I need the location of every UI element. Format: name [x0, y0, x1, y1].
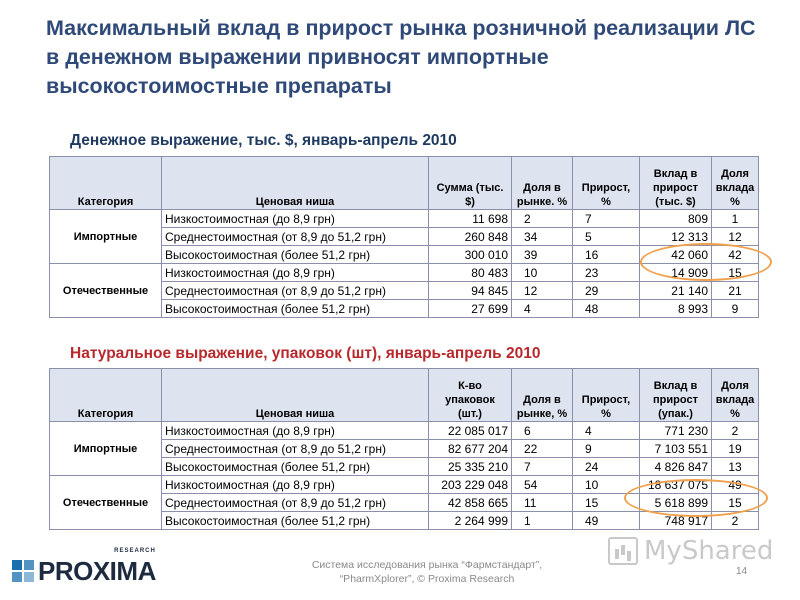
value-cell: 1 — [712, 210, 759, 228]
value-cell: 42 060 — [640, 246, 712, 264]
value-cell: 203 229 048 — [429, 476, 512, 494]
value-cell: 10 — [573, 476, 640, 494]
value-cell: 54 — [512, 476, 573, 494]
highlight-ellipse-money — [640, 243, 772, 281]
value-cell: 19 — [712, 440, 759, 458]
value-cell: 49 — [573, 512, 640, 530]
value-cell: 11 — [512, 494, 573, 512]
value-cell: 42 — [712, 246, 759, 264]
price-niche-cell: Среднестоимостная (от 8,9 до 51,2 грн) — [162, 494, 429, 512]
value-cell: 82 677 204 — [429, 440, 512, 458]
footer-credits: Система исследования рынка “Фармстандарт”, “PharmXplorer”, © Proxima Research — [311, 559, 543, 585]
value-cell: 39 — [512, 246, 573, 264]
value-cell: 18 637 075 — [640, 476, 712, 494]
value-cell: 2 — [512, 210, 573, 228]
value-cell: 25 335 210 — [429, 458, 512, 476]
value-cell: 771 230 — [640, 422, 712, 440]
category-cell: Импортные — [50, 210, 162, 264]
value-cell: 27 699 — [429, 300, 512, 318]
value-cell: 809 — [640, 210, 712, 228]
value-cell: 2 — [712, 422, 759, 440]
value-cell: 2 — [712, 512, 759, 530]
value-cell: 15 — [712, 494, 759, 512]
value-cell: 260 848 — [429, 228, 512, 246]
value-cell: 4 — [512, 300, 573, 318]
table2-caption: Натуральное выражение, упаковок (шт), январь-апрель 2010 — [70, 345, 541, 362]
proxima-logo-icon — [12, 560, 34, 582]
column-header: Вклад в прирост (тыс. $) — [640, 157, 712, 210]
money-table-body — [50, 157, 759, 318]
value-cell: 5 — [573, 228, 640, 246]
table-header-row — [50, 369, 759, 422]
value-cell: 80 483 — [429, 264, 512, 282]
price-niche-cell: Низкостоимостная (до 8,9 грн) — [162, 210, 429, 228]
value-cell: 6 — [512, 422, 573, 440]
value-cell: 48 — [573, 300, 640, 318]
column-header: Ценовая ниша — [162, 369, 429, 422]
value-cell: 12 — [712, 228, 759, 246]
column-header: Ценовая ниша — [162, 157, 429, 210]
value-cell: 16 — [573, 246, 640, 264]
value-cell: 15 — [573, 494, 640, 512]
value-cell: 12 313 — [640, 228, 712, 246]
slide-title: Максимальный вклад в прирост рынка розничной реализации ЛС в денежном выражении привносят импортные высокостоимостные препараты — [46, 16, 756, 98]
highlight-ellipse-units — [624, 479, 768, 517]
watermark-text: MyShared — [644, 536, 774, 566]
price-niche-cell: Высокостоимостная (более 51,2 грн) — [162, 512, 429, 530]
value-cell: 4 — [573, 422, 640, 440]
column-header: Категория — [50, 369, 162, 422]
price-niche-cell: Высокостоимостная (более 51,2 грн) — [162, 458, 429, 476]
page-number: 14 — [736, 566, 748, 577]
chart-icon — [608, 537, 638, 565]
money-table — [49, 156, 759, 318]
price-niche-cell: Низкостоимостная (до 8,9 грн) — [162, 476, 429, 494]
value-cell: 94 845 — [429, 282, 512, 300]
column-header: К-во упаковок (шт.) — [429, 369, 512, 422]
value-cell: 2 264 999 — [429, 512, 512, 530]
value-cell: 49 — [712, 476, 759, 494]
column-header: Доля вклада % — [712, 157, 759, 210]
category-cell: Импортные — [50, 422, 162, 476]
column-header: Вклад в прирост (упак.) — [640, 369, 712, 422]
value-cell: 10 — [512, 264, 573, 282]
value-cell: 12 — [512, 282, 573, 300]
column-header: Прирост, % — [573, 369, 640, 422]
value-cell: 22 085 017 — [429, 422, 512, 440]
price-niche-cell: Среднестоимостная (от 8,9 до 51,2 грн) — [162, 282, 429, 300]
price-niche-cell: Высокостоимостная (более 51,2 грн) — [162, 246, 429, 264]
value-cell: 9 — [573, 440, 640, 458]
value-cell: 14 909 — [640, 264, 712, 282]
value-cell: 29 — [573, 282, 640, 300]
value-cell: 42 858 665 — [429, 494, 512, 512]
price-niche-cell: Среднестоимостная (от 8,9 до 51,2 грн) — [162, 228, 429, 246]
value-cell: 21 140 — [640, 282, 712, 300]
value-cell: 21 — [712, 282, 759, 300]
proxima-logo — [12, 547, 156, 586]
value-cell: 1 — [512, 512, 573, 530]
value-cell: 8 993 — [640, 300, 712, 318]
table1-caption: Денежное выражение, тыс. $, январь-апрель 2010 — [70, 132, 457, 149]
value-cell: 7 — [512, 458, 573, 476]
price-niche-cell: Низкостоимостная (до 8,9 грн) — [162, 422, 429, 440]
value-cell: 4 826 847 — [640, 458, 712, 476]
value-cell: 34 — [512, 228, 573, 246]
value-cell: 9 — [712, 300, 759, 318]
logo-superscript: RESEARCH — [114, 547, 156, 554]
value-cell: 13 — [712, 458, 759, 476]
column-header: Прирост, % — [573, 157, 640, 210]
value-cell: 23 — [573, 264, 640, 282]
column-header: Доля вклада % — [712, 369, 759, 422]
price-niche-cell: Высокостоимостная (более 51,2 грн) — [162, 300, 429, 318]
value-cell: 5 618 899 — [640, 494, 712, 512]
value-cell: 300 010 — [429, 246, 512, 264]
price-niche-cell: Низкостоимостная (до 8,9 грн) — [162, 264, 429, 282]
value-cell: 24 — [573, 458, 640, 476]
column-header: Доля в рынке, % — [512, 369, 573, 422]
myshared-watermark — [608, 536, 773, 566]
table-row — [50, 210, 759, 228]
column-header: Категория — [50, 157, 162, 210]
category-cell: Отечественные — [50, 264, 162, 318]
table-header-row — [50, 157, 759, 210]
column-header: Сумма (тыс. $) — [429, 157, 512, 210]
value-cell: 7 — [573, 210, 640, 228]
value-cell: 22 — [512, 440, 573, 458]
value-cell: 11 698 — [429, 210, 512, 228]
value-cell: 15 — [712, 264, 759, 282]
column-header: Доля в рынке. % — [512, 157, 573, 210]
table-row — [50, 422, 759, 440]
value-cell: 7 103 551 — [640, 440, 712, 458]
logo-text: PROXIMA — [38, 555, 156, 586]
value-cell: 748 917 — [640, 512, 712, 530]
category-cell: Отечественные — [50, 476, 162, 530]
price-niche-cell: Среднестоимостная (от 8,9 до 51,2 грн) — [162, 440, 429, 458]
